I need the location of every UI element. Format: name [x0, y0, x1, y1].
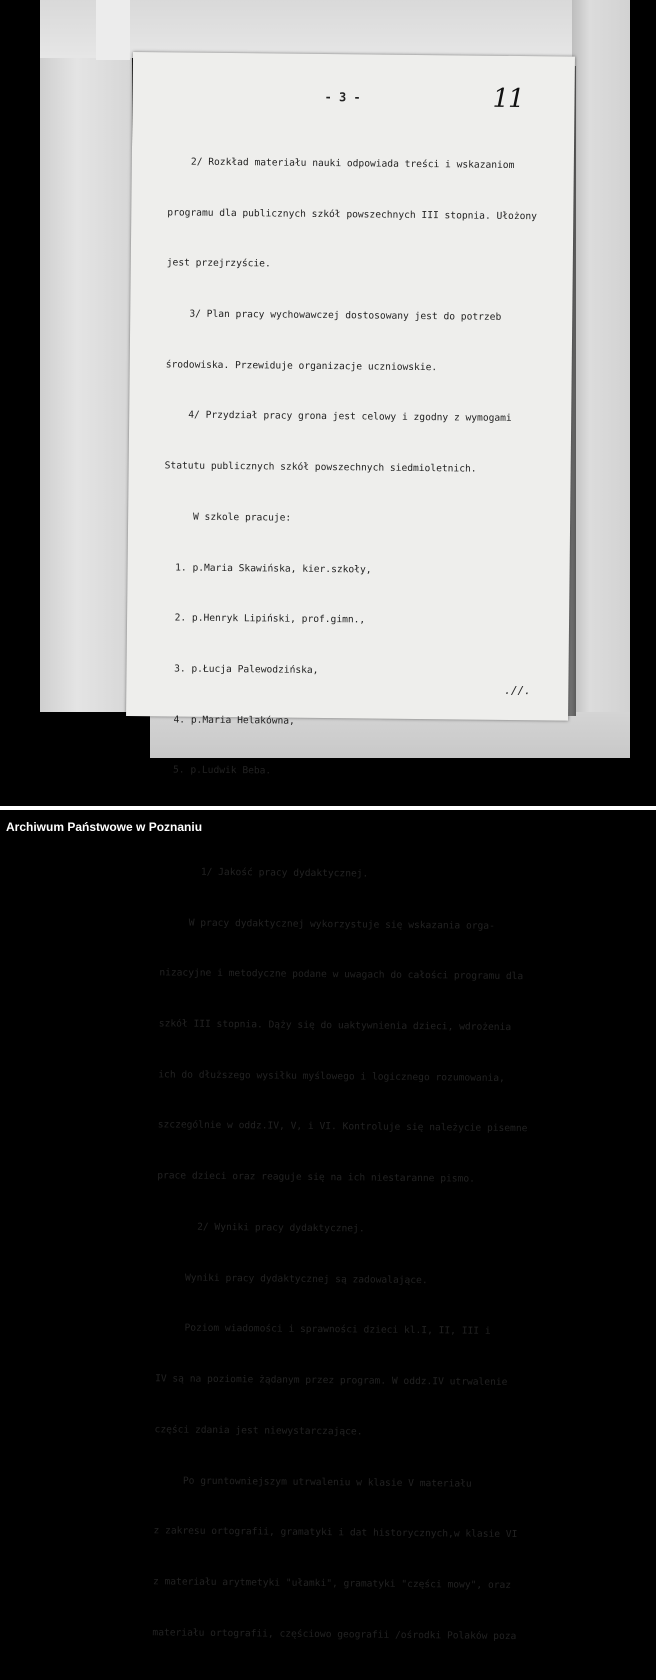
- text-line: z zakresu ortografii, gramatyki i dat historycznych,w klasie VI: [153, 1525, 518, 1541]
- text-line: szczególnie w oddz.IV, V, i VI. Kontroluje się należycie pisemne: [157, 1119, 528, 1135]
- folio-number: 11: [492, 83, 524, 115]
- staff-list-item: 3. p.Łucja Palewodzińska,: [162, 663, 319, 676]
- text-line: W szkole pracuje:: [164, 511, 292, 524]
- background-page-left: [40, 0, 132, 712]
- archive-name: Archiwum Państwowe w Poznaniu: [6, 820, 203, 834]
- background-page-strip: [96, 0, 130, 60]
- staff-list-item: 2. p.Henryk Lipiński, prof.gimn.,: [163, 612, 366, 626]
- text-line: części zdania jest niewystarczające.: [154, 1424, 363, 1438]
- text-line: z materiału arytmetyki "ułamki", gramatyki "części mowy", oraz: [152, 1576, 512, 1591]
- text-line: środowiska. Przewiduje organizacje uczniowskie.: [165, 359, 438, 373]
- document-page: [126, 52, 575, 1642]
- document-body: [152, 120, 560, 1679]
- archive-footer: [0, 806, 656, 840]
- text-line: 2/ Rozkład materiału nauki odpowiada treści i wskazaniom: [167, 156, 515, 171]
- text-line: nizacyjne i metodyczne podane w uwagach do całości programu dla: [159, 967, 524, 983]
- text-line: jest przejrzyście.: [166, 257, 271, 270]
- subsection-heading: 2/ Wyniki pracy dydaktycznej.: [156, 1221, 365, 1235]
- text-line: IV są na poziomie żądanym przez program. W oddz.IV utrwalenie: [155, 1373, 508, 1389]
- text-line: Wyniki pracy dydaktycznej są zadowalające.: [156, 1271, 428, 1286]
- staff-list-item: 1. p.Maria Skawińska, kier.szkoły,: [163, 561, 372, 576]
- text-line: prace dzieci oraz reaguje się na ich niestaranne pismo.: [157, 1170, 475, 1185]
- staff-list-item: 4. p.Maria Helakówna,: [161, 714, 295, 727]
- text-line: ich do dłuższego wysiłku myślowego i logicznego rozumowania,: [158, 1069, 505, 1084]
- continuation-mark: .//.: [504, 683, 531, 698]
- staff-list-item: 5. p.Ludwik Beba.: [161, 764, 272, 777]
- page-number: - 3 -: [324, 90, 361, 105]
- text-line: Statutu publicznych szkół powszechnych siedmioletnich.: [164, 460, 477, 475]
- background-page-right: [572, 0, 630, 740]
- text-line: szkół III stopnia. Dąży się do uaktywnienia dzieci, wdrożenia: [158, 1018, 512, 1034]
- text-line: 3/ Plan pracy wychowawczej dostosowany jest do potrzeb: [166, 308, 502, 323]
- subsection-heading: 1/ Jakość pracy dydaktycznej.: [160, 866, 369, 880]
- text-line: Po gruntowniejszym utrwaleniu w klasie V materiału: [153, 1474, 472, 1490]
- text-line: 4/ Przydział pracy grona jest celowy i zgodny z wymogami: [165, 409, 512, 425]
- text-line: programu dla publicznych szkół powszechnych III stopnia. Ułożony: [167, 206, 538, 222]
- text-line: Poziom wiadomości i sprawności dzieci kl.I, II, III i: [155, 1322, 491, 1338]
- text-line: W pracy dydaktycznej wykorzystuje się wskazania orga-: [159, 916, 495, 932]
- text-line: materiału ortografii, częściowo geografii /ośrodki Polaków poza: [152, 1626, 517, 1642]
